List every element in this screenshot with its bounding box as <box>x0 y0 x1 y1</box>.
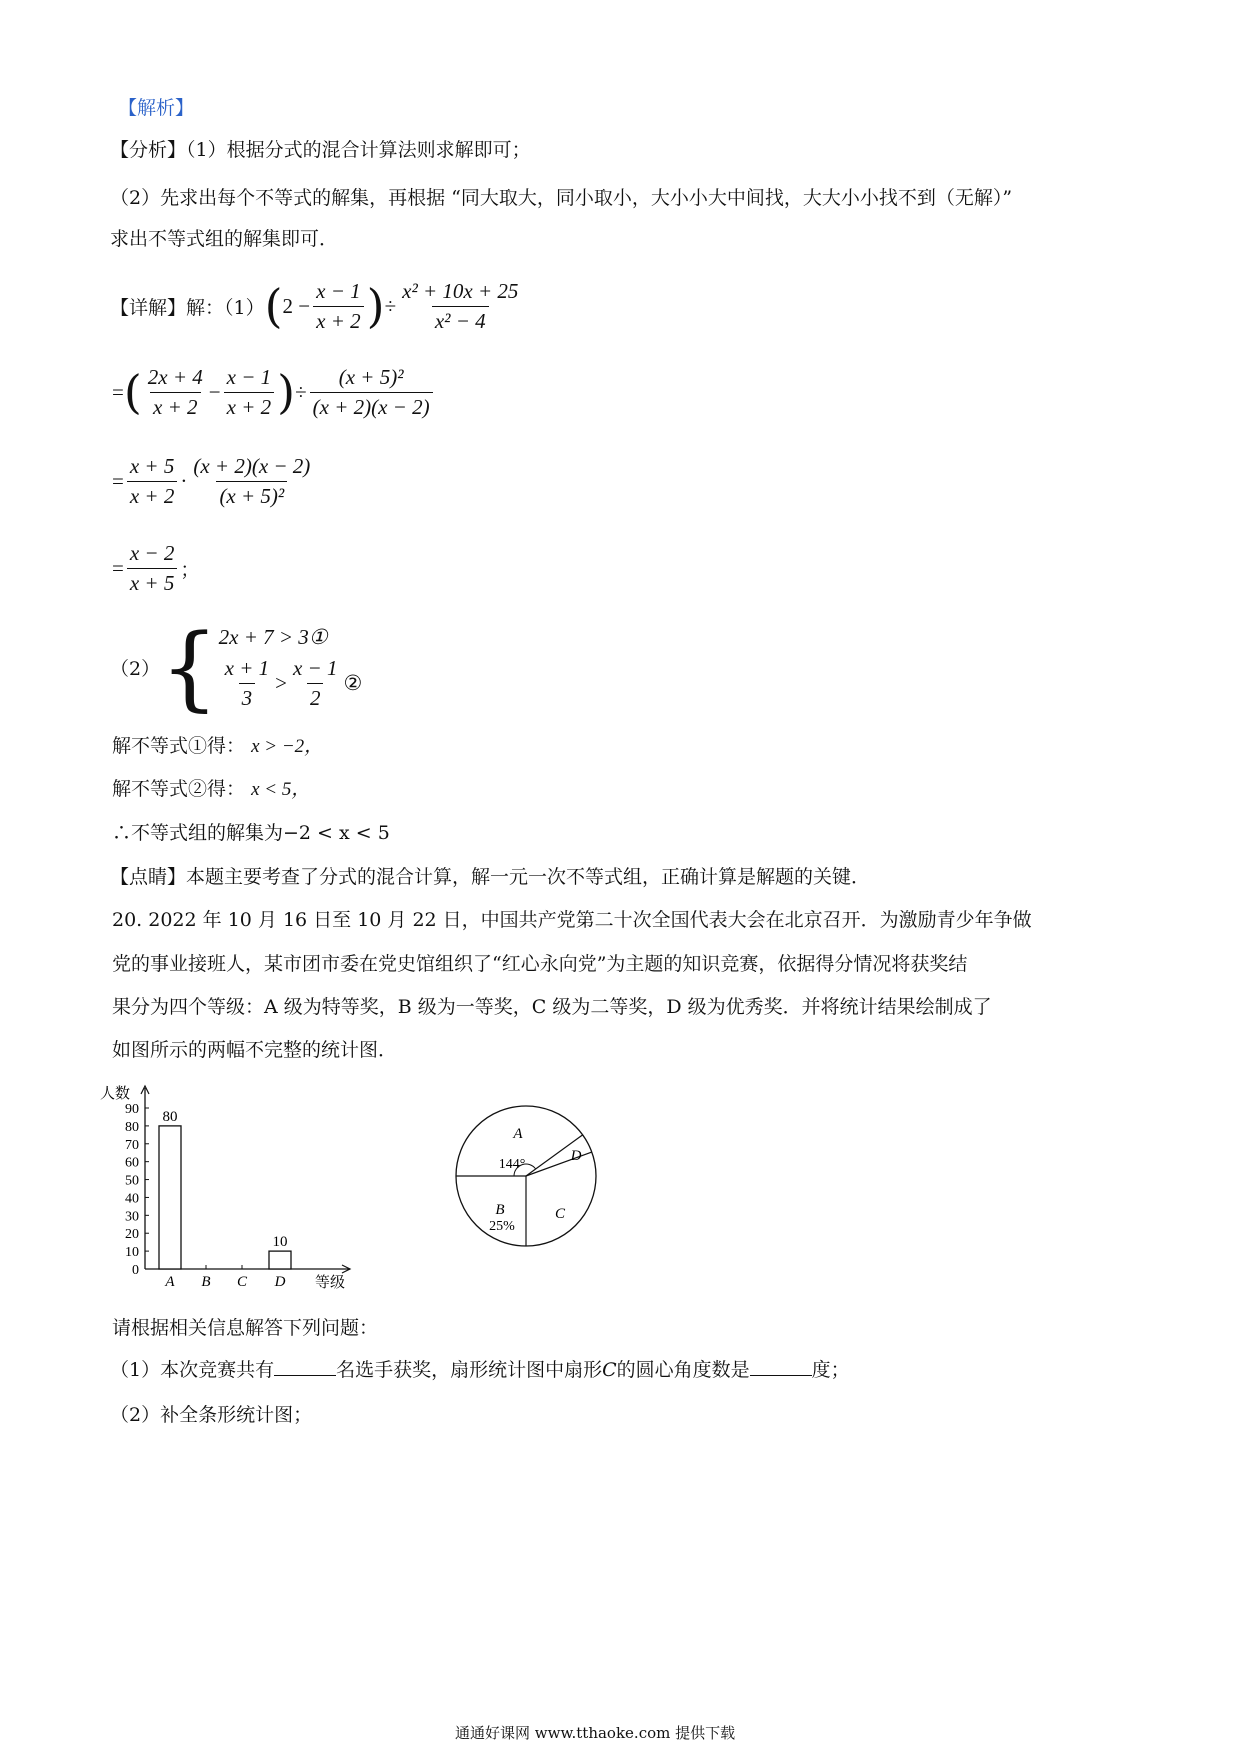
analysis-line-2: （2）先求出每个不等式的解集，再根据 “同大取大，同小取小，大小小大中间找，大大小小找不到（无解）” <box>110 187 1013 209</box>
answer-blank-2[interactable] <box>750 1357 812 1376</box>
analysis-heading: 【解析】 <box>118 97 195 119</box>
solve-ineq-1 <box>112 733 323 760</box>
analysis-line-3: 求出不等式组的解集即可． <box>110 228 339 250</box>
x-tick-label: A <box>165 1274 175 1290</box>
inequality-system <box>110 615 362 720</box>
circled-two: ② <box>343 670 363 695</box>
page-footer: 通通好课网 www.tthaoke.com 提供下载 <box>455 1724 736 1742</box>
e1-fraction <box>313 279 364 334</box>
y-tick-label: 10 <box>125 1245 139 1261</box>
inequality-1: 2x + 7 > 3① <box>218 624 328 649</box>
e4-denominator: x + 5 <box>127 568 178 596</box>
divide-sign: ÷ <box>384 293 397 318</box>
detail-equation-2 <box>112 362 436 422</box>
y-tick-label: 80 <box>125 1119 139 1135</box>
prompt-line: 请根据相关信息解答下列问题： <box>112 1317 379 1339</box>
ineq2-denominator-1: 3 <box>239 683 256 711</box>
y-tick-label: 40 <box>125 1191 139 1207</box>
key-point: 【点睛】本题主要考查了分式的混合计算，解一元一次不等式组，正确计算是解题的关键． <box>110 866 871 888</box>
bar-chart <box>100 1078 400 1308</box>
e2-fraction-2 <box>224 365 275 420</box>
equals-sign: = <box>112 379 124 404</box>
q20-line-1: 20. 2022 年 10 月 16 日至 10 月 22 日，中国共产党第二十次全国代表大会在北京召开．为激励青少年争做 <box>112 909 1032 931</box>
solve-ineq-1-expr: x > −2， <box>251 736 324 757</box>
q1-part-b: 名选手获奖，扇形统计图中扇形 <box>336 1359 603 1381</box>
ineq2-numerator-1: x + 1 <box>224 655 270 680</box>
e4-fraction <box>127 541 178 596</box>
detail-equation-1 <box>110 276 524 336</box>
e3-fraction-2 <box>190 454 313 509</box>
y-tick-label: 50 <box>125 1173 139 1189</box>
detail-prefix: 【详解】解：（1） <box>110 296 265 319</box>
e2-rhs-fraction <box>310 365 433 420</box>
system-rows <box>219 625 363 711</box>
q20-line-2: 党的事业接班人，某市团市委在党史馆组织了“红心永向党”为主题的知识竞赛，依据得分情况将获奖结 <box>112 953 968 975</box>
e2-numerator-2: x − 1 <box>226 364 272 389</box>
e1-rhs-fraction <box>399 279 521 334</box>
inequality-2 <box>219 656 363 711</box>
e3-numerator-1: x + 5 <box>129 453 175 478</box>
solution-set: ∴不等式组的解集为−2 < x < 5 <box>112 822 390 844</box>
system-brace: { <box>160 613 219 721</box>
e1-denominator: x + 2 <box>313 306 364 334</box>
e3-denominator-1: x + 2 <box>127 481 178 509</box>
multiply-dot: · <box>180 468 188 493</box>
data-label: 10 <box>272 1234 288 1251</box>
q1-part-d: 的圆心角度数是 <box>616 1359 750 1381</box>
ineq2-numerator-2: x − 1 <box>292 655 338 680</box>
solve-ineq-1-text: 解不等式①得： <box>112 735 246 757</box>
e1-numerator: x − 1 <box>316 278 361 303</box>
ineq2-denominator-2: 2 <box>307 683 324 711</box>
divide-sign: ÷ <box>295 379 307 404</box>
x-tick-label: B <box>201 1274 211 1290</box>
left-paren: ( <box>264 279 283 333</box>
answer-blank-1[interactable] <box>274 1357 336 1376</box>
slice-label: C <box>554 1206 566 1222</box>
q1-sector-letter: C <box>602 1359 617 1381</box>
e1-const: 2 − <box>282 293 311 318</box>
slice-annotation: 25% <box>489 1219 515 1234</box>
y-tick-label: 90 <box>125 1102 139 1117</box>
bar <box>269 1251 291 1269</box>
analysis-line-1: 【分析】（1）根据分式的混合计算法则求解即可； <box>110 139 531 161</box>
q1-part-e: 度； <box>811 1359 850 1381</box>
y-tick-label: 70 <box>125 1137 139 1153</box>
detail-equation-4 <box>112 538 199 598</box>
equals-sign: = <box>112 468 124 493</box>
data-label: 80 <box>162 1108 178 1125</box>
slice-annotation: 144° <box>498 1157 526 1172</box>
e2-numerator-1: 2x + 4 <box>147 364 203 389</box>
equals-sign: = <box>112 555 124 580</box>
e3-fraction-1 <box>127 454 178 509</box>
q20-line-3: 果分为四个等级：A 级为特等奖，B 级为一等奖，C 级为二等奖，D 级为优秀奖．并将统计结果绘制成了 <box>112 996 992 1018</box>
ineq2-fraction-1 <box>222 656 273 711</box>
e1-rhs-numerator: x² + 10x + 25 <box>402 278 519 303</box>
right-paren: ) <box>366 279 385 333</box>
question-1 <box>110 1357 850 1383</box>
x-tick-label: D <box>274 1274 286 1290</box>
e3-numerator-2: (x + 2)(x − 2) <box>193 453 311 478</box>
pie-chart <box>430 1080 630 1280</box>
e3-denominator-2: (x + 5)² <box>216 481 287 509</box>
e2-denominator-2: x + 2 <box>224 392 275 420</box>
greater-sign: > <box>275 670 287 695</box>
left-paren: ( <box>123 365 142 419</box>
bar <box>159 1126 181 1269</box>
y-tick-label: 60 <box>125 1155 139 1171</box>
question-2: （2）补全条形统计图； <box>110 1404 313 1426</box>
x-axis-label: 等级 <box>315 1275 346 1291</box>
solve-ineq-2-expr: x < 5， <box>251 779 311 800</box>
e2-rhs-denominator: (x + 2)(x − 2) <box>310 392 433 420</box>
semicolon: ； <box>180 558 200 581</box>
e2-fraction-1 <box>145 365 206 420</box>
detail-equation-3 <box>112 448 316 514</box>
q20-line-4: 如图所示的两幅不完整的统计图． <box>112 1039 398 1061</box>
right-paren: ) <box>277 365 296 419</box>
e2-rhs-numerator: (x + 5)² <box>338 364 404 389</box>
slice-label: B <box>495 1202 505 1218</box>
part2-prefix: （2） <box>110 658 161 680</box>
x-tick-label: C <box>236 1274 248 1290</box>
slice-label: A <box>513 1126 523 1142</box>
ineq2-fraction-2 <box>290 656 341 711</box>
e1-rhs-denominator: x² − 4 <box>432 306 489 334</box>
q1-part-a: （1）本次竞赛共有 <box>110 1359 275 1381</box>
e2-denominator-1: x + 2 <box>150 392 201 420</box>
y-tick-label: 20 <box>125 1227 139 1243</box>
minus-sign: − <box>208 379 221 404</box>
solve-ineq-2 <box>112 776 310 803</box>
e4-numerator: x − 2 <box>129 540 175 565</box>
y-tick-label: 30 <box>125 1209 139 1225</box>
solve-ineq-2-text: 解不等式②得： <box>112 778 246 800</box>
y-tick-label: 0 <box>132 1263 139 1278</box>
slice-label: D <box>570 1148 582 1164</box>
y-axis-label: 人数 <box>100 1086 131 1102</box>
